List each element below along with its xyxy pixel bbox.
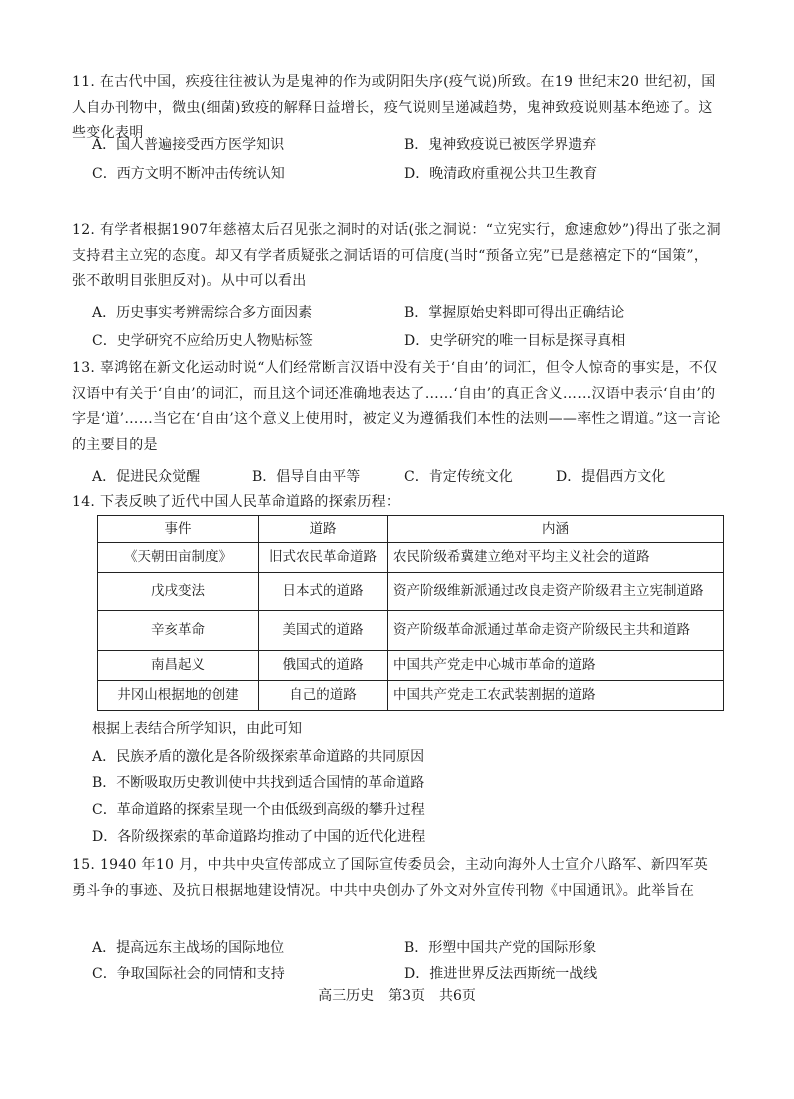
question-number: 15. bbox=[72, 857, 96, 873]
option-b: B．鬼神致疫说已被医学界遗弃 bbox=[404, 137, 597, 153]
option-b: B．形塑中国共产党的国际形象 bbox=[404, 940, 597, 956]
question-text: 在古代中国，疾疫往往被认为是鬼神的作为或阴阳失序(疫气说)所致。在19 世纪末20 世纪初，国人自办刊物中，微虫(细菌)致疫的解释日益增长，疫气说则呈递减趋势，鬼神致疫说则基本绝迹了。这些变化表明 bbox=[72, 74, 716, 141]
cell-path: 自己的道路 bbox=[259, 681, 388, 711]
question-12-stem bbox=[72, 218, 722, 295]
cell-event: 《天朝田亩制度》 bbox=[98, 543, 259, 573]
cell-meaning: 中国共产党走中心城市革命的道路 bbox=[388, 651, 724, 681]
table-row bbox=[98, 681, 724, 711]
question-number: 11. bbox=[72, 74, 96, 90]
question-text: 1940 年10 月，中共中央宣传部成立了国际宣传委员会，主动向海外人士宣介八路军、新四军英勇斗争的事迹、及抗日根据地建设情况。中共中央创办了外文对外宣传刊物《中国通讯》。此举旨在 bbox=[72, 857, 709, 899]
cell-event: 戊戌变法 bbox=[98, 573, 259, 611]
cell-event: 辛亥革命 bbox=[98, 611, 259, 651]
table-header-row bbox=[98, 516, 724, 543]
revolution-paths-table bbox=[97, 515, 724, 711]
option-b: B．不断吸取历史教训使中共找到适合国情的革命道路 bbox=[92, 775, 425, 791]
question-text: 辜鸿铭在新文化运动时说“人们经常断言汉语中没有关于‘自由’的词汇，但令人惊奇的事实是，不仅汉语中有关于‘自由’的词汇，而且这个词还准确地表达了……‘自由’的真正含义……汉语中表示‘自由’的字是‘道’……当它在‘自由’这个意义上使用时，被定义为遵循我们本性的法则——率性之谓道。”这一言论的主要目的是 bbox=[72, 360, 721, 453]
question-text: 有学者根据1907年慈禧太后召见张之洞时的对话(张之洞说：“立宪实行，愈速愈妙”)得出了张之洞支持君主立宪的态度。却又有学者质疑张之洞话语的可信度(当时“预备立宪”已是慈禧定下的“国策”，张不敢明目张胆反对)。从中可以看出 bbox=[72, 222, 721, 289]
cell-event: 南昌起义 bbox=[98, 651, 259, 681]
option-b: B．倡导自由平等 bbox=[252, 469, 361, 485]
question-14-after: 根据上表结合所学知识，由此可知 bbox=[92, 721, 302, 737]
cell-meaning: 资产阶级革命派通过革命走资产阶级民主共和道路 bbox=[388, 611, 724, 651]
header-path: 道路 bbox=[259, 516, 388, 543]
option-d: D．史学研究的唯一目标是探寻真相 bbox=[404, 333, 626, 349]
question-number: 12. bbox=[72, 222, 96, 238]
option-d: D．推进世界反法西斯统一战线 bbox=[404, 966, 598, 982]
cell-path: 旧式农民革命道路 bbox=[259, 543, 388, 573]
question-14-stem bbox=[72, 490, 722, 516]
header-meaning: 内涵 bbox=[388, 516, 724, 543]
option-a: A．促进民众觉醒 bbox=[92, 469, 201, 485]
question-15-stem bbox=[72, 853, 722, 904]
option-a: A．提高远东主战场的国际地位 bbox=[92, 940, 285, 956]
option-a: A．民族矛盾的激化是各阶级探索革命道路的共同原因 bbox=[92, 749, 425, 765]
option-b: B．掌握原始史料即可得出正确结论 bbox=[404, 305, 625, 321]
option-d: D．晚清政府重视公共卫生教育 bbox=[404, 166, 598, 182]
cell-event: 井冈山根据地的创建 bbox=[98, 681, 259, 711]
option-c: C．肯定传统文化 bbox=[404, 469, 513, 485]
option-a: A．历史事实考辨需综合多方面因素 bbox=[92, 305, 313, 321]
header-event: 事件 bbox=[98, 516, 259, 543]
question-13-stem bbox=[72, 356, 722, 458]
cell-meaning: 农民阶级希冀建立绝对平均主义社会的道路 bbox=[388, 543, 724, 573]
cell-path: 俄国式的道路 bbox=[259, 651, 388, 681]
table-row bbox=[98, 543, 724, 573]
table-row bbox=[98, 611, 724, 651]
cell-meaning: 资产阶级维新派通过改良走资产阶级君主立宪制道路 bbox=[388, 573, 724, 611]
question-number: 13. bbox=[72, 360, 96, 376]
question-number: 14. bbox=[72, 494, 96, 510]
cell-path: 美国式的道路 bbox=[259, 611, 388, 651]
cell-path: 日本式的道路 bbox=[259, 573, 388, 611]
option-d: D．各阶级探索的革命道路均推动了中国的近代化进程 bbox=[92, 829, 426, 845]
page-footer: 高三历史 第3页 共6页 bbox=[318, 988, 476, 1004]
question-text: 下表反映了近代中国人民革命道路的探索历程： bbox=[99, 494, 401, 510]
cell-meaning: 中国共产党走工农武装割据的道路 bbox=[388, 681, 724, 711]
option-c: C．革命道路的探索呈现一个由低级到高级的攀升过程 bbox=[92, 802, 425, 818]
option-c: C．西方文明不断冲击传统认知 bbox=[92, 166, 285, 182]
table-row bbox=[98, 651, 724, 681]
table-row bbox=[98, 573, 724, 611]
option-c: C．争取国际社会的同情和支持 bbox=[92, 966, 285, 982]
option-c: C．史学研究不应给历史人物贴标签 bbox=[92, 333, 313, 349]
option-a: A．国人普遍接受西方医学知识 bbox=[92, 137, 285, 153]
option-d: D．提倡西方文化 bbox=[556, 469, 666, 485]
